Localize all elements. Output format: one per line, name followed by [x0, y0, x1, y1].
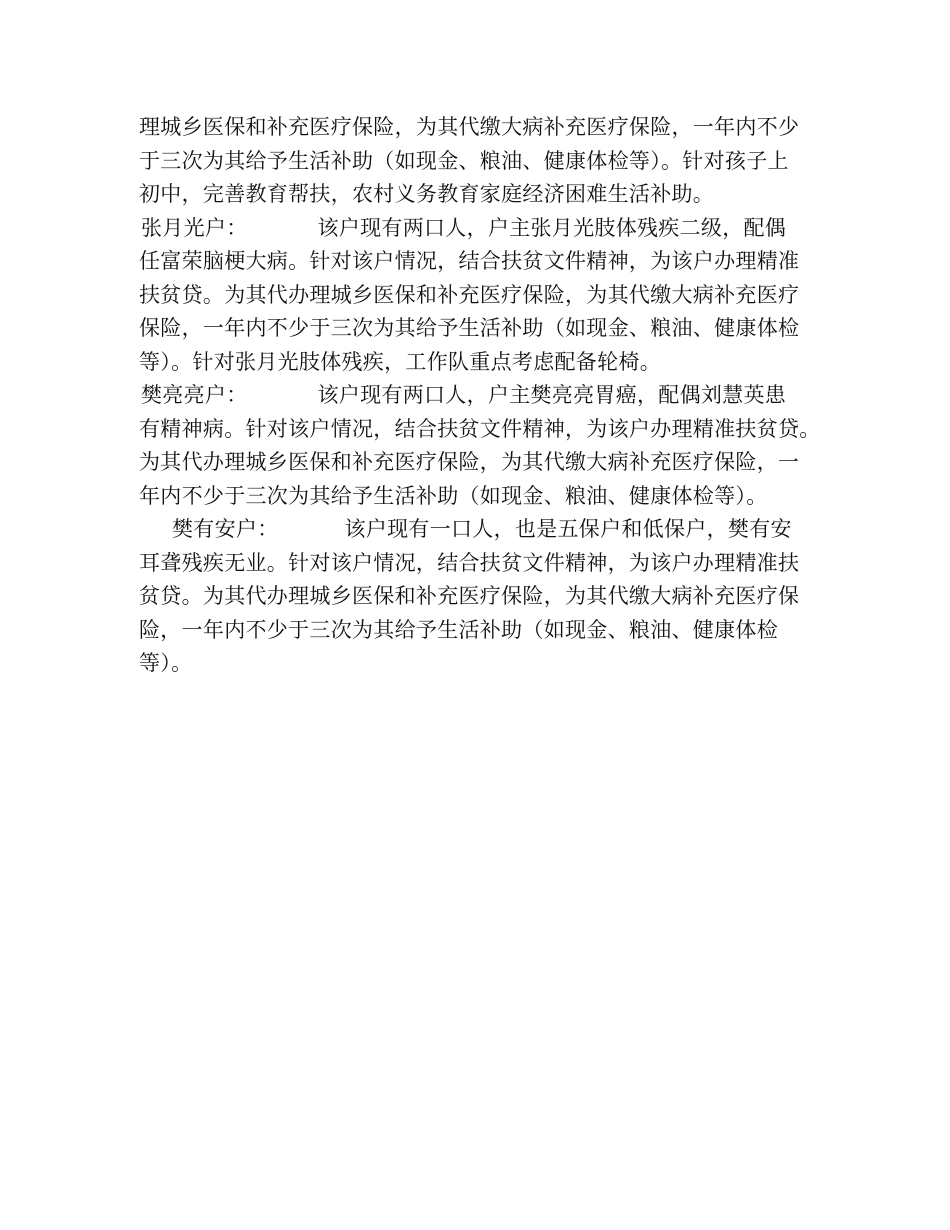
text-line: 等）。: [139, 651, 193, 675]
text-line: 等）。针对张月光肢体残疾，工作队重点考虑配备轮椅。: [139, 349, 661, 374]
text-line: 该户现有一口人，也是五保户和低保户，樊有安: [344, 517, 792, 541]
text-line: 为其代办理城乡医保和补充医疗保险，为其代缴大病补充医疗保险，一: [139, 450, 800, 474]
household-name: 张月光户：: [141, 215, 248, 240]
text-line: 保险，一年内不少于三次为其给予生活补助（如现金、粮油、健康体检: [139, 316, 800, 340]
text-line: 年内不少于三次为其给予生活补助（如现金、粮油、健康体检等）。: [139, 483, 768, 508]
text-line: 该户现有两口人，户主张月光肢体残疾二级，配偶: [317, 215, 787, 240]
text-line: 扶贫贷。为其代办理城乡医保和补充医疗保险，为其代缴大病补充医疗: [139, 282, 800, 307]
household-name: 樊亮亮户：: [141, 383, 248, 407]
document-body: [139, 111, 829, 681]
household-heading-line: [139, 379, 829, 413]
text-line: 险，一年内不少于三次为其给予生活补助（如现金、粮油、健康体检: [139, 617, 778, 642]
text-line: 于三次为其给予生活补助（如现金、粮油、健康体检等）。针对孩子上: [139, 148, 789, 173]
text-line: 理城乡医保和补充医疗保险，为其代缴大病补充医疗保险，一年内不少: [139, 115, 800, 139]
household-heading-line: [139, 513, 829, 547]
text-line: 任富荣脑梗大病。针对该户情况，结合扶贫文件精神，为该户办理精准: [139, 249, 800, 273]
text-line: 初中，完善教育帮扶，农村义务教育家庭经济困难生活补助。: [139, 182, 715, 206]
household-name: 樊有安户：: [172, 517, 279, 541]
text-line: 有精神病。针对该户情况，结合扶贫文件精神，为该户办理精准扶贫贷。: [139, 416, 821, 441]
text-line: 该户现有两口人，户主樊亮亮胃癌，配偶刘慧英患: [317, 383, 787, 407]
household-heading-line: [139, 212, 829, 246]
text-line: 耳聋残疾无业。针对该户情况，结合扶贫文件精神，为该户办理精准扶: [139, 550, 800, 575]
text-line: 贫贷。为其代办理城乡医保和补充医疗保险，为其代缴大病补充医疗保: [139, 584, 800, 608]
